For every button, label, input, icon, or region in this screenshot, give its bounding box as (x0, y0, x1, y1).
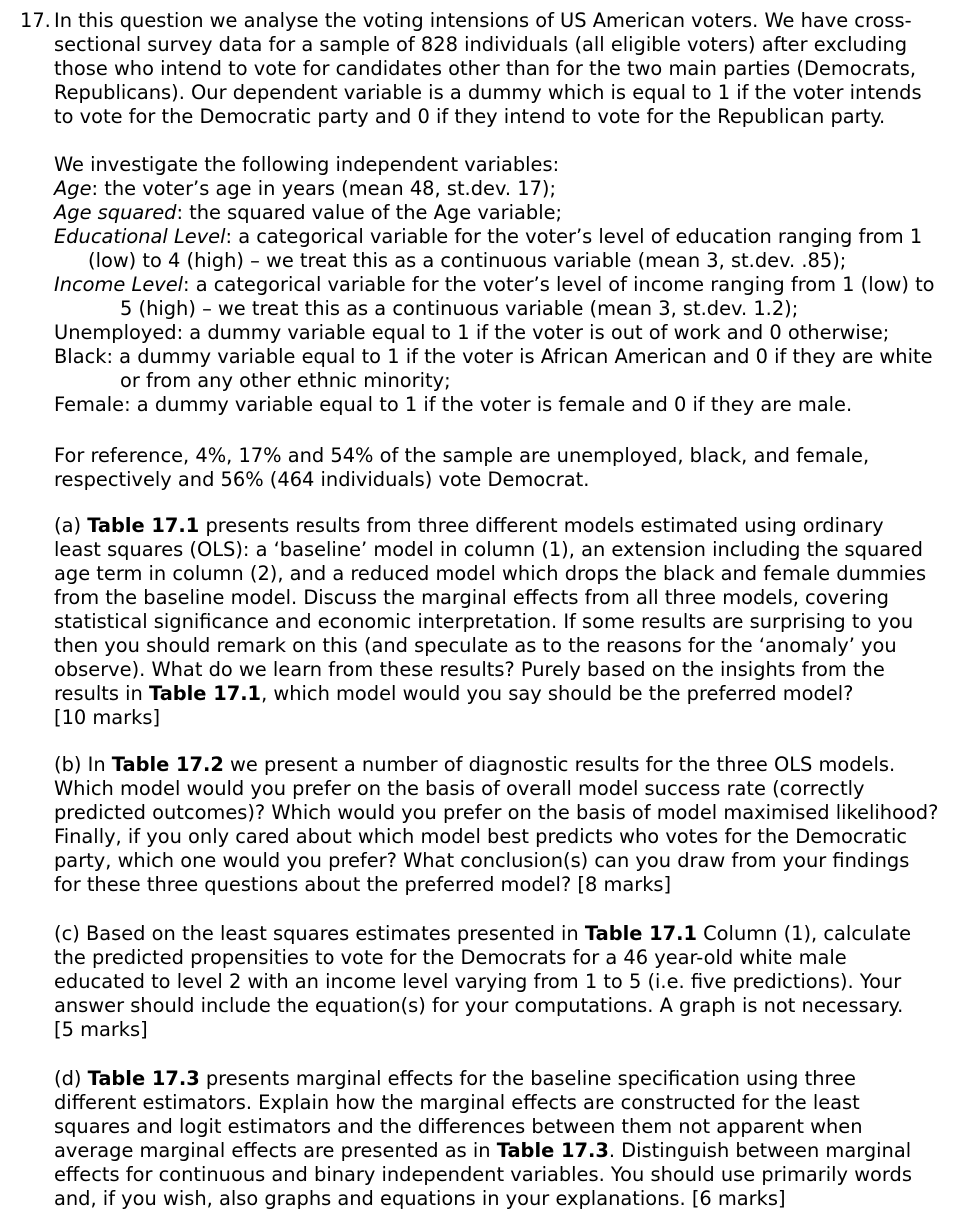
part-d-line (54, 1067, 969, 1091)
part-text: . Distinguish between marginal (608, 1139, 912, 1162)
part-text: (b) In (54, 753, 112, 776)
table-reference: Table 17.1 (584, 922, 697, 945)
variable-age-squared (54, 201, 969, 225)
variable-unemployed: Unemployed: a dummy variable equal to 1 if the voter is out of work and 0 otherwise; (54, 321, 890, 344)
part-d-line: effects for continuous and binary independent variables. You should use primarily words (54, 1163, 912, 1186)
part-c-line: answer should include the equation(s) for your computations. A graph is not necessary. (54, 994, 904, 1017)
variable-age (54, 177, 969, 201)
part-c-line (54, 922, 969, 946)
table-reference: Table 17.1 (148, 682, 262, 705)
part-text: results in (54, 682, 149, 705)
part-text: (c) Based on the least squares estimates presented in (54, 922, 585, 945)
part-b-line: Finally, if you only cared about which model best predicts who votes for the Democratic (54, 825, 908, 848)
part-b-line: for these three questions about the preferred model? [8 marks] (54, 873, 672, 896)
part-a-line (54, 682, 969, 706)
part-d (54, 1067, 969, 1211)
variable-income (54, 273, 969, 297)
part-a-line: observe). What do we learn from these results? Purely based on the insights from the (54, 658, 885, 681)
variable-description: : a categorical variable for the voter’s level of education ranging from 1 (225, 225, 923, 248)
question-intro (54, 9, 969, 129)
part-a (54, 514, 969, 730)
intro-line: to vote for the Democratic party and 0 if they intend to vote for the Republican party. (54, 105, 886, 128)
part-text: (d) (54, 1067, 88, 1090)
variable-name: Age squared (54, 201, 177, 224)
part-b-line: party, which one would you prefer? What conclusion(s) can you draw from your findings (54, 849, 910, 872)
part-text: average marginal effects are presented as in (54, 1139, 497, 1162)
part-a-line: statistical significance and economic interpretation. If some results are surprising to you (54, 610, 914, 633)
part-b-line: Which model would you prefer on the basis of overall model success rate (correctly (54, 777, 865, 800)
variables-heading: We investigate the following independent variables: (54, 153, 560, 176)
part-text: Column (1), calculate (696, 922, 912, 945)
part-d-line: squares and logit estimators and the differences between them not apparent when (54, 1115, 863, 1138)
part-a-line: least squares (OLS): a ‘baseline’ model in column (1), an extension including the squared (54, 538, 923, 561)
part-a-line: from the baseline model. Discuss the marginal effects from all three models, covering (54, 586, 889, 609)
variable-education-continued: (low) to 4 (high) – we treat this as a continuous variable (mean 3, st.dev. .85); (88, 249, 847, 272)
part-c (54, 922, 969, 1042)
variable-female: Female: a dummy variable equal to 1 if the voter is female and 0 if they are male. (54, 393, 853, 416)
marks-label: [5 marks] (54, 1018, 148, 1041)
intro-line: sectional survey data for a sample of 828 individuals (all eligible voters) after excluding (54, 33, 908, 56)
part-text: presents marginal effects for the baseline specification using three (199, 1067, 856, 1090)
part-d-line (54, 1139, 969, 1163)
part-b-line (54, 753, 969, 777)
variable-description: : the voter’s age in years (mean 48, st.dev. 17); (91, 177, 557, 200)
question-number: 17. (20, 9, 51, 32)
variable-income-continued: 5 (high) – we treat this as a continuous variable (mean 3, st.dev. 1.2); (120, 297, 799, 320)
part-text: presents results from three different models estimated using ordinary (199, 514, 884, 537)
part-a-line: age term in column (2), and a reduced model which drops the black and female dummies (54, 562, 927, 585)
part-d-line: different estimators. Explain how the marginal effects are constructed for the least (54, 1091, 860, 1114)
table-reference: Table 17.2 (111, 753, 224, 776)
table-reference: Table 17.3 (87, 1067, 200, 1090)
part-c-line: educated to level 2 with an income level varying from 1 to 5 (i.e. five predictions). Your (54, 970, 902, 993)
variable-description: : the squared value of the Age variable; (176, 201, 563, 224)
variable-name: Age (54, 177, 92, 200)
table-reference: Table 17.1 (87, 514, 200, 537)
part-d-line: and, if you wish, also graphs and equations in your explanations. [6 marks] (54, 1187, 786, 1210)
reference-line: respectively and 56% (464 individuals) vote Democrat. (54, 468, 590, 491)
intro-line: In this question we analyse the voting intensions of US American voters. We have cross- (54, 9, 912, 32)
reference-line: For reference, 4%, 17% and 54% of the sample are unemployed, black, and female, (54, 444, 870, 467)
reference-paragraph (54, 444, 969, 492)
variable-name: Income Level (54, 273, 184, 296)
part-text: (a) (54, 514, 88, 537)
intro-line: those who intend to vote for candidates other than for the two main parties (Democrats, (54, 57, 916, 80)
part-text: we present a number of diagnostic results for the three OLS models. (223, 753, 896, 776)
intro-line: Republicans). Our dependent variable is a dummy which is equal to 1 if the voter intends (54, 81, 922, 104)
variable-black: Black: a dummy variable equal to 1 if the voter is African American and 0 if they are white (54, 345, 933, 368)
part-c-line: the predicted propensities to vote for the Democrats for a 46 year-old white male (54, 946, 847, 969)
variables-list (54, 153, 969, 417)
variable-description: : a categorical variable for the voter’s level of income ranging from 1 (low) to (183, 273, 935, 296)
part-b (54, 753, 969, 897)
table-reference: Table 17.3 (496, 1139, 609, 1162)
part-a-line: then you should remark on this (and speculate as to the reasons for the ‘anomaly’ you (54, 634, 897, 657)
part-b-line: predicted outcomes)? Which would you prefer on the basis of model maximised likelihood? (54, 801, 939, 824)
marks-label: [10 marks] (54, 706, 161, 729)
variable-education (54, 225, 969, 249)
variable-name: Educational Level (54, 225, 226, 248)
part-text: , which model would you say should be the preferred model? (261, 682, 854, 705)
part-a-line (54, 514, 969, 538)
variable-black-continued: or from any other ethnic minority; (120, 369, 451, 392)
